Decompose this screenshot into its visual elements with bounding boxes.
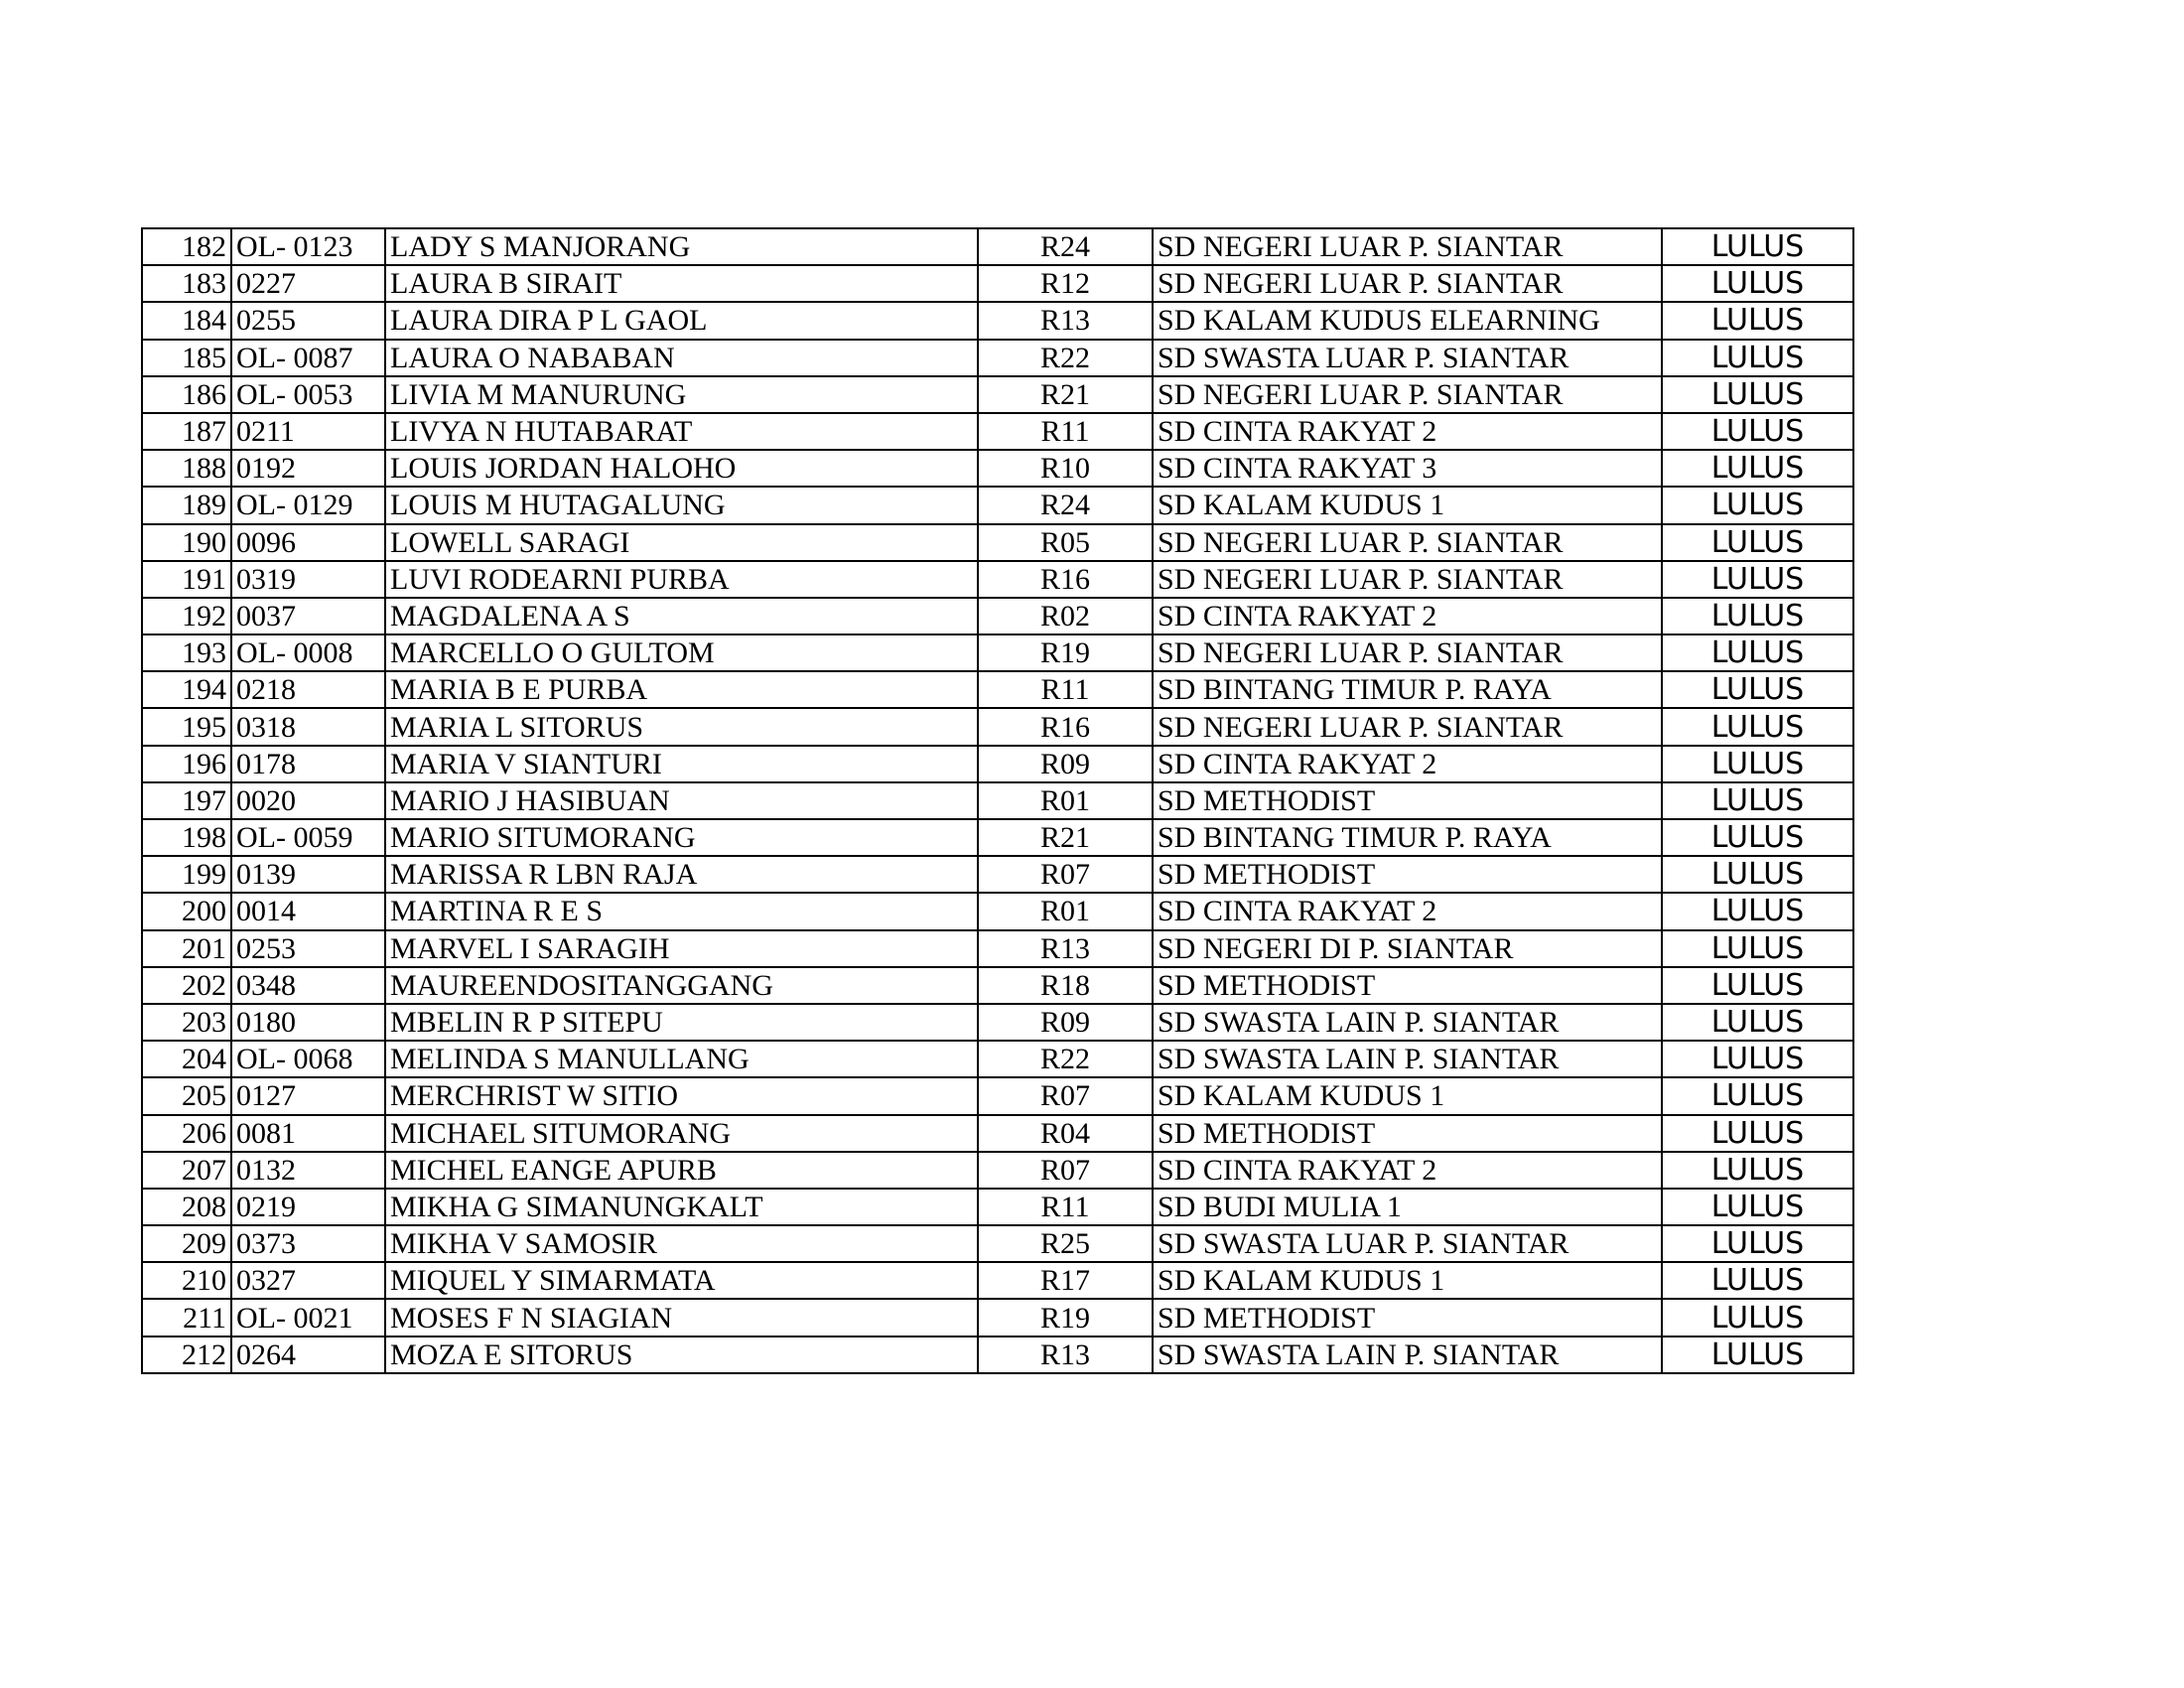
registration-code: 0037 (231, 598, 385, 634)
school-name: SD BUDI MULIA 1 (1153, 1189, 1662, 1225)
status-label: LULUS (1662, 1115, 1853, 1152)
student-name: LUVI RODEARNI PURBA (385, 561, 978, 598)
room-code: R01 (978, 782, 1153, 819)
registration-code: 0218 (231, 671, 385, 708)
school-name: SD BINTANG TIMUR P. RAYA (1153, 671, 1662, 708)
registration-code: 0373 (231, 1225, 385, 1262)
student-name: MARCELLO O GULTOM (385, 634, 978, 671)
student-name: LAURA O NABABAN (385, 340, 978, 376)
room-code: R19 (978, 1299, 1153, 1336)
row-number: 208 (142, 1189, 231, 1225)
status-label: LULUS (1662, 634, 1853, 671)
school-name: SD BINTANG TIMUR P. RAYA (1153, 819, 1662, 856)
row-number: 194 (142, 671, 231, 708)
row-number: 188 (142, 450, 231, 487)
row-number: 200 (142, 893, 231, 929)
room-code: R01 (978, 893, 1153, 929)
room-code: R13 (978, 302, 1153, 339)
registration-code: OL- 0008 (231, 634, 385, 671)
table-row (142, 819, 1853, 856)
room-code: R11 (978, 1189, 1153, 1225)
school-name: SD METHODIST (1153, 1115, 1662, 1152)
student-name: MARIA B E PURBA (385, 671, 978, 708)
school-name: SD CINTA RAKYAT 2 (1153, 413, 1662, 450)
student-name: MARIA L SITORUS (385, 708, 978, 745)
row-number: 183 (142, 265, 231, 302)
row-number: 212 (142, 1336, 231, 1373)
school-name: SD SWASTA LAIN P. SIANTAR (1153, 1004, 1662, 1041)
room-code: R24 (978, 487, 1153, 523)
student-name: MIKHA G SIMANUNGKALT (385, 1189, 978, 1225)
status-label: LULUS (1662, 376, 1853, 413)
school-name: SD CINTA RAKYAT 2 (1153, 598, 1662, 634)
student-name: MELINDA S MANULLANG (385, 1041, 978, 1077)
table-row (142, 413, 1853, 450)
school-name: SD NEGERI LUAR P. SIANTAR (1153, 561, 1662, 598)
student-name: LAURA B SIRAIT (385, 265, 978, 302)
status-label: LULUS (1662, 561, 1853, 598)
student-name: MIQUEL Y SIMARMATA (385, 1262, 978, 1299)
status-label: LULUS (1662, 967, 1853, 1004)
table-row (142, 1152, 1853, 1189)
row-number: 205 (142, 1077, 231, 1114)
status-label: LULUS (1662, 1225, 1853, 1262)
table-row (142, 265, 1853, 302)
status-label: LULUS (1662, 856, 1853, 893)
room-code: R12 (978, 265, 1153, 302)
school-name: SD CINTA RAKYAT 2 (1153, 746, 1662, 782)
student-name: LADY S MANJORANG (385, 228, 978, 265)
status-label: LULUS (1662, 671, 1853, 708)
student-name: MARIA V SIANTURI (385, 746, 978, 782)
table-row (142, 1262, 1853, 1299)
registration-code: OL- 0059 (231, 819, 385, 856)
student-name: LIVIA M MANURUNG (385, 376, 978, 413)
room-code: R24 (978, 228, 1153, 265)
room-code: R07 (978, 1152, 1153, 1189)
school-name: SD CINTA RAKYAT 3 (1153, 450, 1662, 487)
row-number: 197 (142, 782, 231, 819)
status-label: LULUS (1662, 413, 1853, 450)
registration-code: OL- 0087 (231, 340, 385, 376)
table-row (142, 598, 1853, 634)
table-row (142, 561, 1853, 598)
table-row (142, 1041, 1853, 1077)
registration-code: OL- 0123 (231, 228, 385, 265)
student-name: MOSES F N SIAGIAN (385, 1299, 978, 1336)
status-label: LULUS (1662, 265, 1853, 302)
school-name: SD SWASTA LAIN P. SIANTAR (1153, 1041, 1662, 1077)
row-number: 204 (142, 1041, 231, 1077)
table-row (142, 782, 1853, 819)
registration-code: 0127 (231, 1077, 385, 1114)
row-number: 201 (142, 930, 231, 967)
school-name: SD KALAM KUDUS 1 (1153, 487, 1662, 523)
registration-code: 0327 (231, 1262, 385, 1299)
room-code: R13 (978, 1336, 1153, 1373)
school-name: SD SWASTA LUAR P. SIANTAR (1153, 1225, 1662, 1262)
student-name: MAUREENDOSITANGGANG (385, 967, 978, 1004)
registration-code: 0255 (231, 302, 385, 339)
status-label: LULUS (1662, 1077, 1853, 1114)
registration-code: 0192 (231, 450, 385, 487)
school-name: SD KALAM KUDUS 1 (1153, 1262, 1662, 1299)
room-code: R22 (978, 340, 1153, 376)
room-code: R16 (978, 561, 1153, 598)
table-row (142, 376, 1853, 413)
school-name: SD NEGERI LUAR P. SIANTAR (1153, 634, 1662, 671)
row-number: 182 (142, 228, 231, 265)
student-name: LOUIS JORDAN HALOHO (385, 450, 978, 487)
student-name: MICHAEL SITUMORANG (385, 1115, 978, 1152)
table-row (142, 1336, 1853, 1373)
room-code: R09 (978, 746, 1153, 782)
school-name: SD METHODIST (1153, 856, 1662, 893)
room-code: R07 (978, 1077, 1153, 1114)
student-name: MARIO J HASIBUAN (385, 782, 978, 819)
room-code: R11 (978, 671, 1153, 708)
row-number: 196 (142, 746, 231, 782)
student-name: MIKHA V SAMOSIR (385, 1225, 978, 1262)
registration-code: 0219 (231, 1189, 385, 1225)
results-table-body (142, 228, 1853, 1373)
registration-code: 0318 (231, 708, 385, 745)
status-label: LULUS (1662, 340, 1853, 376)
student-name: MARVEL I SARAGIH (385, 930, 978, 967)
room-code: R22 (978, 1041, 1153, 1077)
registration-code: 0132 (231, 1152, 385, 1189)
table-row (142, 1299, 1853, 1336)
table-row (142, 708, 1853, 745)
status-label: LULUS (1662, 228, 1853, 265)
room-code: R13 (978, 930, 1153, 967)
table-row (142, 524, 1853, 561)
status-label: LULUS (1662, 1189, 1853, 1225)
registration-code: 0319 (231, 561, 385, 598)
table-row (142, 930, 1853, 967)
table-row (142, 340, 1853, 376)
school-name: SD NEGERI LUAR P. SIANTAR (1153, 708, 1662, 745)
table-row (142, 856, 1853, 893)
school-name: SD CINTA RAKYAT 2 (1153, 1152, 1662, 1189)
registration-code: 0096 (231, 524, 385, 561)
school-name: SD METHODIST (1153, 967, 1662, 1004)
registration-code: 0180 (231, 1004, 385, 1041)
row-number: 211 (142, 1299, 231, 1336)
registration-code: 0178 (231, 746, 385, 782)
school-name: SD CINTA RAKYAT 2 (1153, 893, 1662, 929)
student-name: MARIO SITUMORANG (385, 819, 978, 856)
room-code: R21 (978, 819, 1153, 856)
registration-code: OL- 0129 (231, 487, 385, 523)
status-label: LULUS (1662, 1004, 1853, 1041)
school-name: SD NEGERI LUAR P. SIANTAR (1153, 376, 1662, 413)
status-label: LULUS (1662, 1262, 1853, 1299)
school-name: SD METHODIST (1153, 1299, 1662, 1336)
room-code: R02 (978, 598, 1153, 634)
student-name: MERCHRIST W SITIO (385, 1077, 978, 1114)
row-number: 184 (142, 302, 231, 339)
table-row (142, 487, 1853, 523)
school-name: SD NEGERI LUAR P. SIANTAR (1153, 265, 1662, 302)
table-row (142, 450, 1853, 487)
row-number: 209 (142, 1225, 231, 1262)
school-name: SD NEGERI DI P. SIANTAR (1153, 930, 1662, 967)
status-label: LULUS (1662, 819, 1853, 856)
status-label: LULUS (1662, 708, 1853, 745)
registration-code: 0139 (231, 856, 385, 893)
room-code: R19 (978, 634, 1153, 671)
status-label: LULUS (1662, 487, 1853, 523)
status-label: LULUS (1662, 893, 1853, 929)
row-number: 203 (142, 1004, 231, 1041)
status-label: LULUS (1662, 1299, 1853, 1336)
student-name: MBELIN R P SITEPU (385, 1004, 978, 1041)
table-row (142, 671, 1853, 708)
table-row (142, 302, 1853, 339)
row-number: 195 (142, 708, 231, 745)
student-name: LOWELL SARAGI (385, 524, 978, 561)
row-number: 186 (142, 376, 231, 413)
registration-code: 0227 (231, 265, 385, 302)
student-name: MARISSA R LBN RAJA (385, 856, 978, 893)
row-number: 189 (142, 487, 231, 523)
registration-code: OL- 0021 (231, 1299, 385, 1336)
row-number: 199 (142, 856, 231, 893)
status-label: LULUS (1662, 1041, 1853, 1077)
status-label: LULUS (1662, 746, 1853, 782)
room-code: R17 (978, 1262, 1153, 1299)
school-name: SD NEGERI LUAR P. SIANTAR (1153, 228, 1662, 265)
school-name: SD KALAM KUDUS 1 (1153, 1077, 1662, 1114)
school-name: SD METHODIST (1153, 782, 1662, 819)
school-name: SD SWASTA LUAR P. SIANTAR (1153, 340, 1662, 376)
table-row (142, 634, 1853, 671)
room-code: R21 (978, 376, 1153, 413)
table-row (142, 746, 1853, 782)
registration-code: OL- 0068 (231, 1041, 385, 1077)
row-number: 187 (142, 413, 231, 450)
room-code: R18 (978, 967, 1153, 1004)
results-table (141, 227, 1854, 1374)
row-number: 207 (142, 1152, 231, 1189)
row-number: 192 (142, 598, 231, 634)
row-number: 210 (142, 1262, 231, 1299)
row-number: 198 (142, 819, 231, 856)
status-label: LULUS (1662, 598, 1853, 634)
registration-code: OL- 0053 (231, 376, 385, 413)
registration-code: 0253 (231, 930, 385, 967)
student-name: LAURA DIRA P L GAOL (385, 302, 978, 339)
status-label: LULUS (1662, 930, 1853, 967)
room-code: R09 (978, 1004, 1153, 1041)
registration-code: 0211 (231, 413, 385, 450)
row-number: 202 (142, 967, 231, 1004)
row-number: 185 (142, 340, 231, 376)
room-code: R05 (978, 524, 1153, 561)
registration-code: 0081 (231, 1115, 385, 1152)
registration-code: 0014 (231, 893, 385, 929)
table-row (142, 1115, 1853, 1152)
room-code: R16 (978, 708, 1153, 745)
room-code: R11 (978, 413, 1153, 450)
status-label: LULUS (1662, 524, 1853, 561)
table-row (142, 893, 1853, 929)
school-name: SD SWASTA LAIN P. SIANTAR (1153, 1336, 1662, 1373)
student-name: LIVYA N HUTABARAT (385, 413, 978, 450)
room-code: R07 (978, 856, 1153, 893)
table-row (142, 1189, 1853, 1225)
room-code: R10 (978, 450, 1153, 487)
status-label: LULUS (1662, 450, 1853, 487)
room-code: R25 (978, 1225, 1153, 1262)
school-name: SD KALAM KUDUS ELEARNING (1153, 302, 1662, 339)
registration-code: 0348 (231, 967, 385, 1004)
status-label: LULUS (1662, 302, 1853, 339)
row-number: 191 (142, 561, 231, 598)
row-number: 190 (142, 524, 231, 561)
student-name: LOUIS M HUTAGALUNG (385, 487, 978, 523)
school-name: SD NEGERI LUAR P. SIANTAR (1153, 524, 1662, 561)
row-number: 206 (142, 1115, 231, 1152)
student-name: MICHEL EANGE APURB (385, 1152, 978, 1189)
room-code: R04 (978, 1115, 1153, 1152)
table-row (142, 1077, 1853, 1114)
row-number: 193 (142, 634, 231, 671)
table-row (142, 228, 1853, 265)
results-sheet (141, 227, 1854, 1374)
student-name: MARTINA R E S (385, 893, 978, 929)
table-row (142, 1225, 1853, 1262)
status-label: LULUS (1662, 1152, 1853, 1189)
registration-code: 0264 (231, 1336, 385, 1373)
status-label: LULUS (1662, 1336, 1853, 1373)
student-name: MAGDALENA A S (385, 598, 978, 634)
student-name: MOZA E SITORUS (385, 1336, 978, 1373)
table-row (142, 1004, 1853, 1041)
table-row (142, 967, 1853, 1004)
status-label: LULUS (1662, 782, 1853, 819)
registration-code: 0020 (231, 782, 385, 819)
